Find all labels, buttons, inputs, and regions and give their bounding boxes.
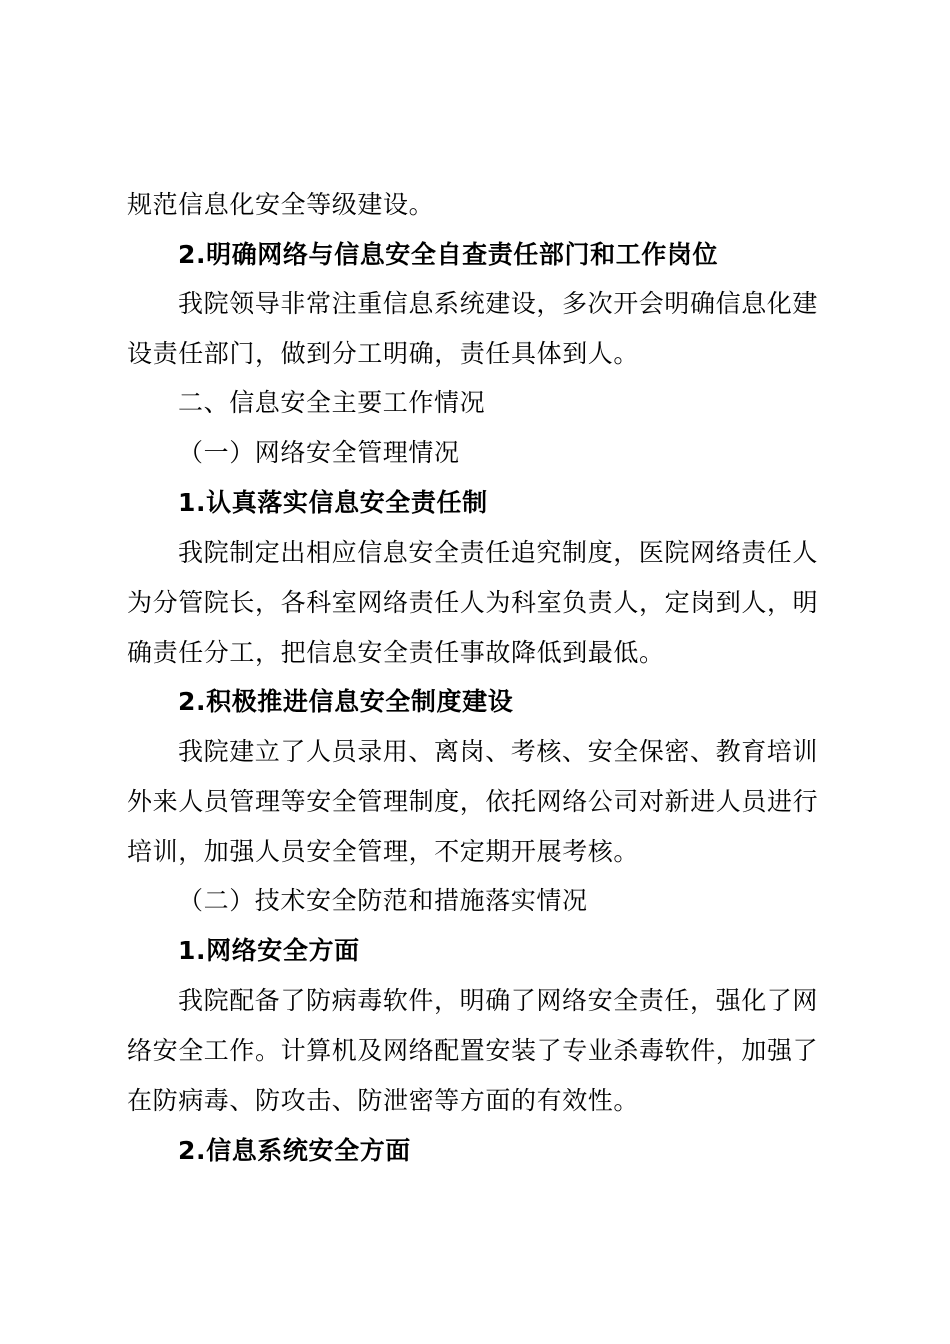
subchapter-heading: （二）技术安全防范和措施落实情况 bbox=[178, 886, 588, 915]
section-heading: 1.认真落实信息安全责任制 bbox=[178, 488, 488, 517]
body-text-line: 我院制定出相应信息安全责任追究制度，医院网络责任人 bbox=[178, 538, 819, 567]
body-text-line: 培训，加强人员安全管理，不定期开展考核。 bbox=[127, 837, 640, 866]
chapter-heading: 二、信息安全主要工作情况 bbox=[178, 388, 486, 417]
section-heading: 2.明确网络与信息安全自查责任部门和工作岗位 bbox=[178, 240, 719, 269]
body-text-line: 络安全工作。计算机及网络配置安装了专业杀毒软件，加强了 bbox=[127, 1036, 819, 1065]
body-text-line: 确责任分工，把信息安全责任事故降低到最低。 bbox=[127, 638, 665, 667]
body-text-line: 我院配备了防病毒软件，明确了网络安全责任，强化了网 bbox=[178, 986, 819, 1015]
body-text-line: 我院领导非常注重信息系统建设，多次开会明确信息化建 bbox=[178, 289, 819, 318]
body-text-line: 外来人员管理等安全管理制度，依托网络公司对新进人员进行 bbox=[127, 787, 819, 816]
section-heading: 2.信息系统安全方面 bbox=[178, 1136, 411, 1165]
body-text-line: 在防病毒、防攻击、防泄密等方面的有效性。 bbox=[127, 1086, 640, 1115]
section-heading: 1.网络安全方面 bbox=[178, 936, 360, 965]
body-text-line: 我院建立了人员录用、离岗、考核、安全保密、教育培训 bbox=[178, 737, 819, 766]
body-text-line: 设责任部门，做到分工明确，责任具体到人。 bbox=[127, 339, 640, 368]
subchapter-heading: （一）网络安全管理情况 bbox=[178, 438, 460, 467]
body-text-line: 为分管院长，各科室网络责任人为科室负责人，定岗到人，明 bbox=[127, 588, 819, 617]
section-heading: 2.积极推进信息安全制度建设 bbox=[178, 687, 514, 716]
body-text-line: 规范信息化安全等级建设。 bbox=[127, 190, 435, 219]
